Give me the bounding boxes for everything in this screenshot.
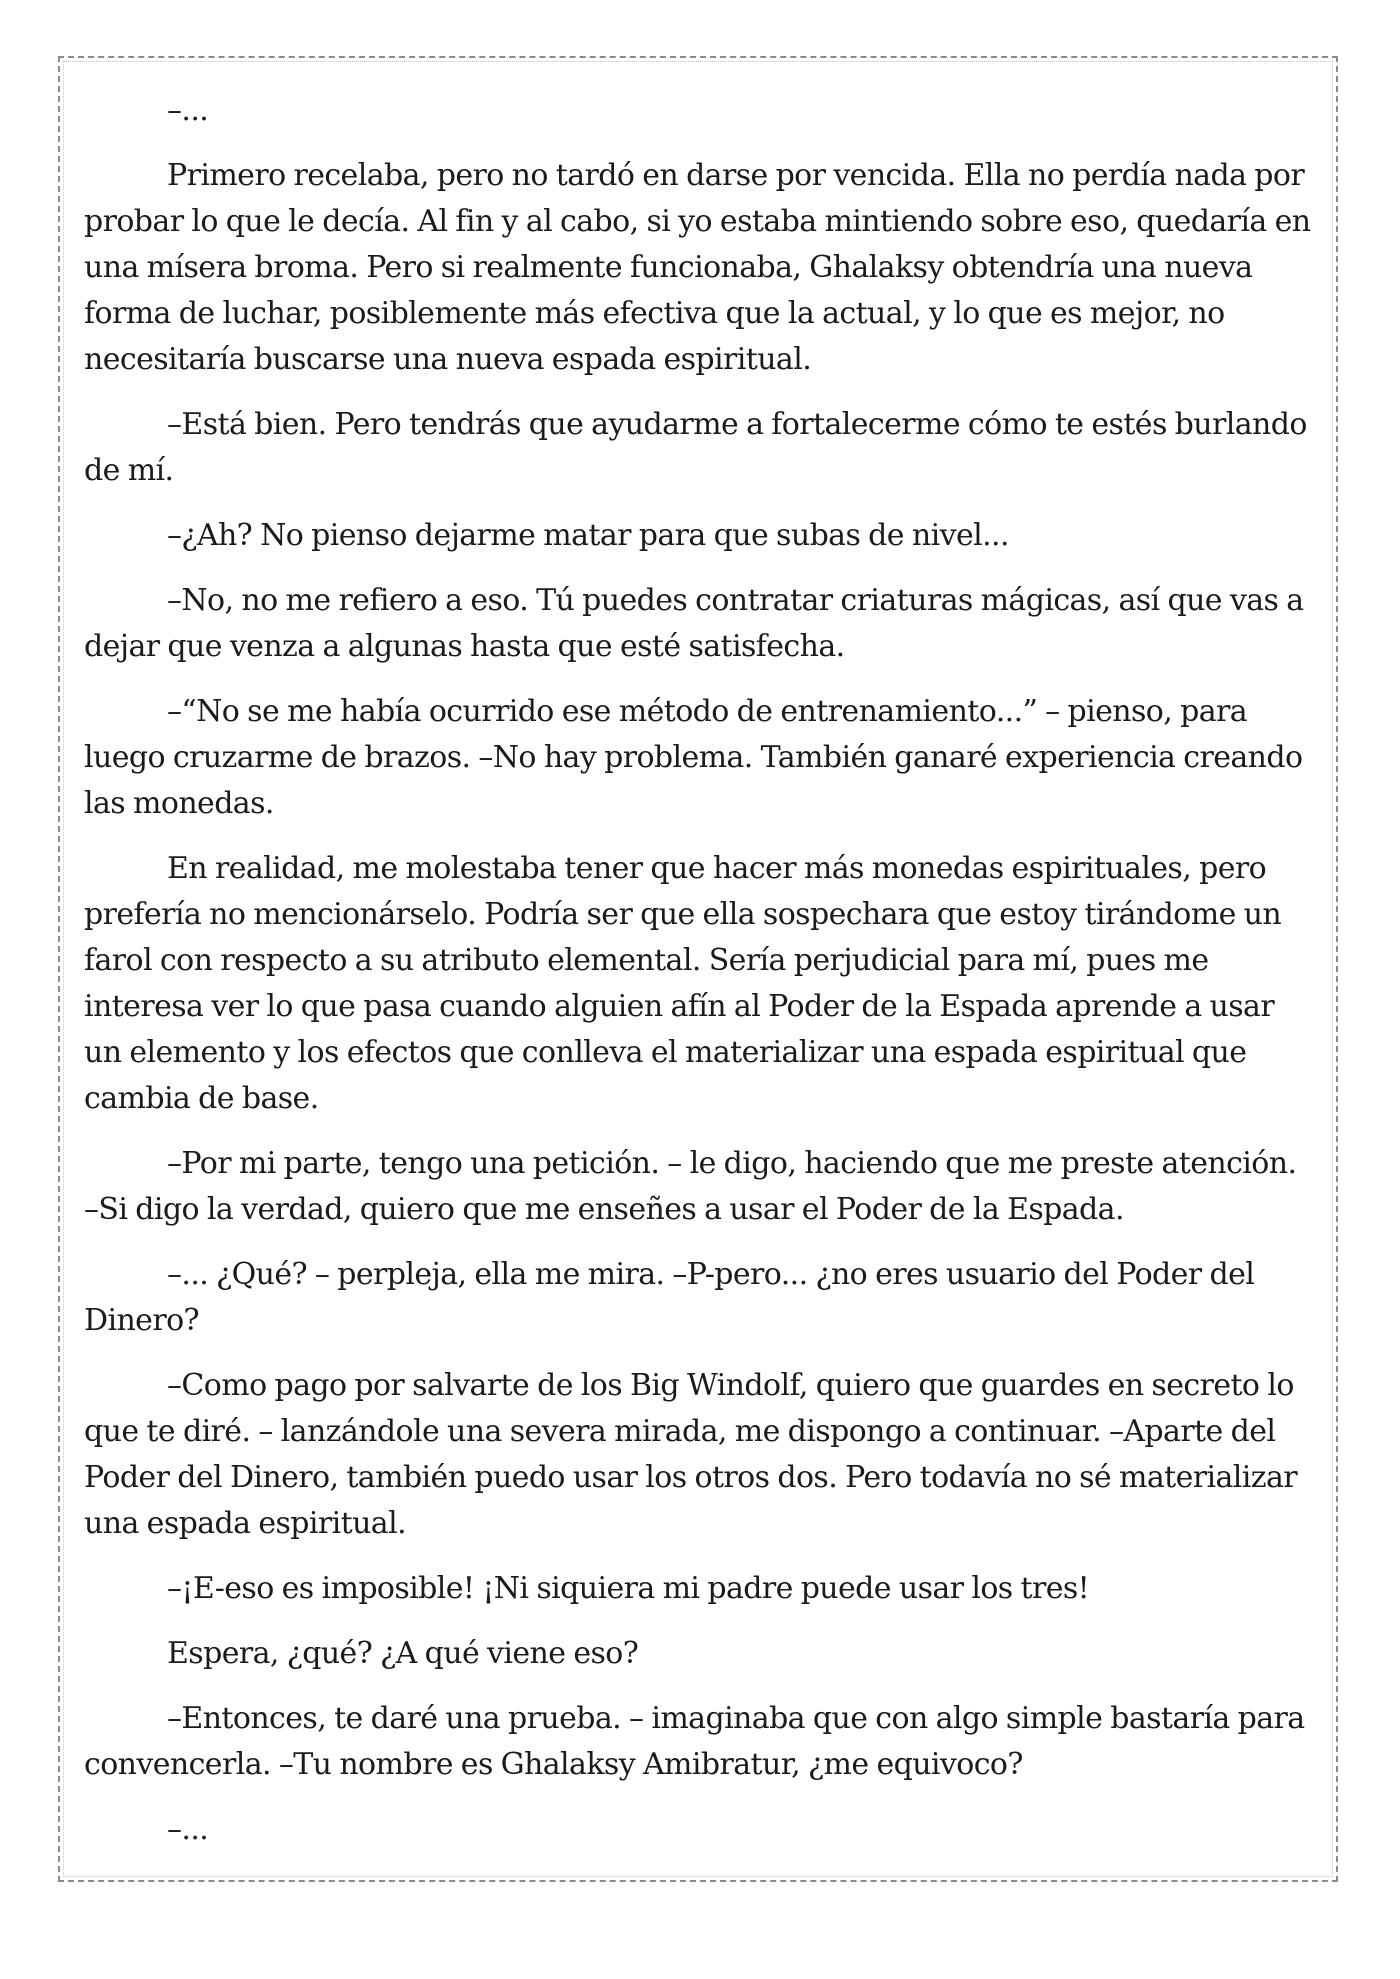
paragraph: –... ¿Qué? – perpleja, ella me mira. –P-pero... ¿no eres usuario del Poder del Dinero? [84,1257,1255,1338]
document-body [84,88,1318,1872]
paragraph: Espera, ¿qué? ¿A qué viene eso? [167,1636,639,1671]
paragraph: –Entonces, te daré una prueba. – imaginaba que con algo simple bastaría para convencerla. –Tu nombre es Ghalaksy Amibratur, ¿me equivoco? [84,1701,1305,1782]
paragraph: Primero recelaba, pero no tardó en darse por vencida. Ella no perdía nada por probar lo que le decía. Al fin y al cabo, si yo estaba mintiendo sobre eso, quedaría en una mísera broma. Pero si realmente funcionaba, Ghalaksy obtendría una nueva forma de luchar, posiblemente más efectiva que la actual, y lo que es mejor, no necesitaría buscarse una nueva espada espiritual. [84,158,1311,377]
paragraph: –¡E-eso es imposible! ¡Ni siquiera mi padre puede usar los tres! [167,1571,1090,1606]
paragraph: En realidad, me molestaba tener que hacer más monedas espirituales, pero prefería no mencionárselo. Podría ser que ella sospechara que estoy tirándome un farol con respecto a su atributo elemental. Sería perjudicial para mí, pues me interesa ver lo que pasa cuando alguien afín al Poder de la Espada aprende a usar un elemento y los efectos que conlleva el materializar una espada espiritual que cambia de base. [84,851,1282,1116]
paragraph: –... [167,1812,209,1847]
paragraph: –... [167,93,209,128]
paragraph: –¿Ah? No pienso dejarme matar para que subas de nivel... [167,518,1009,553]
paragraph: –Como pago por salvarte de los Big Windolf, quiero que guardes en secreto lo que te diré. – lanzándole una severa mirada, me dispongo a continuar. –Aparte del Poder del Dinero, también puedo usar los otros dos. Pero todavía no sé materializar una espada espiritual. [84,1368,1297,1541]
paragraph: –Por mi parte, tengo una petición. – le digo, haciendo que me preste atención. –Si digo la verdad, quiero que me enseñes a usar el Poder de la Espada. [84,1146,1297,1227]
paragraph: –Está bien. Pero tendrás que ayudarme a fortalecerme cómo te estés burlando de mí. [84,407,1307,488]
paragraph: –“No se me había ocurrido ese método de entrenamiento...” – pienso, para luego cruzarme de brazos. –No hay problema. También ganaré experiencia creando las monedas. [84,694,1303,821]
paragraph: –No, no me refiero a eso. Tú puedes contratar criaturas mágicas, así que vas a dejar que venza a algunas hasta que esté satisfecha. [84,583,1304,664]
